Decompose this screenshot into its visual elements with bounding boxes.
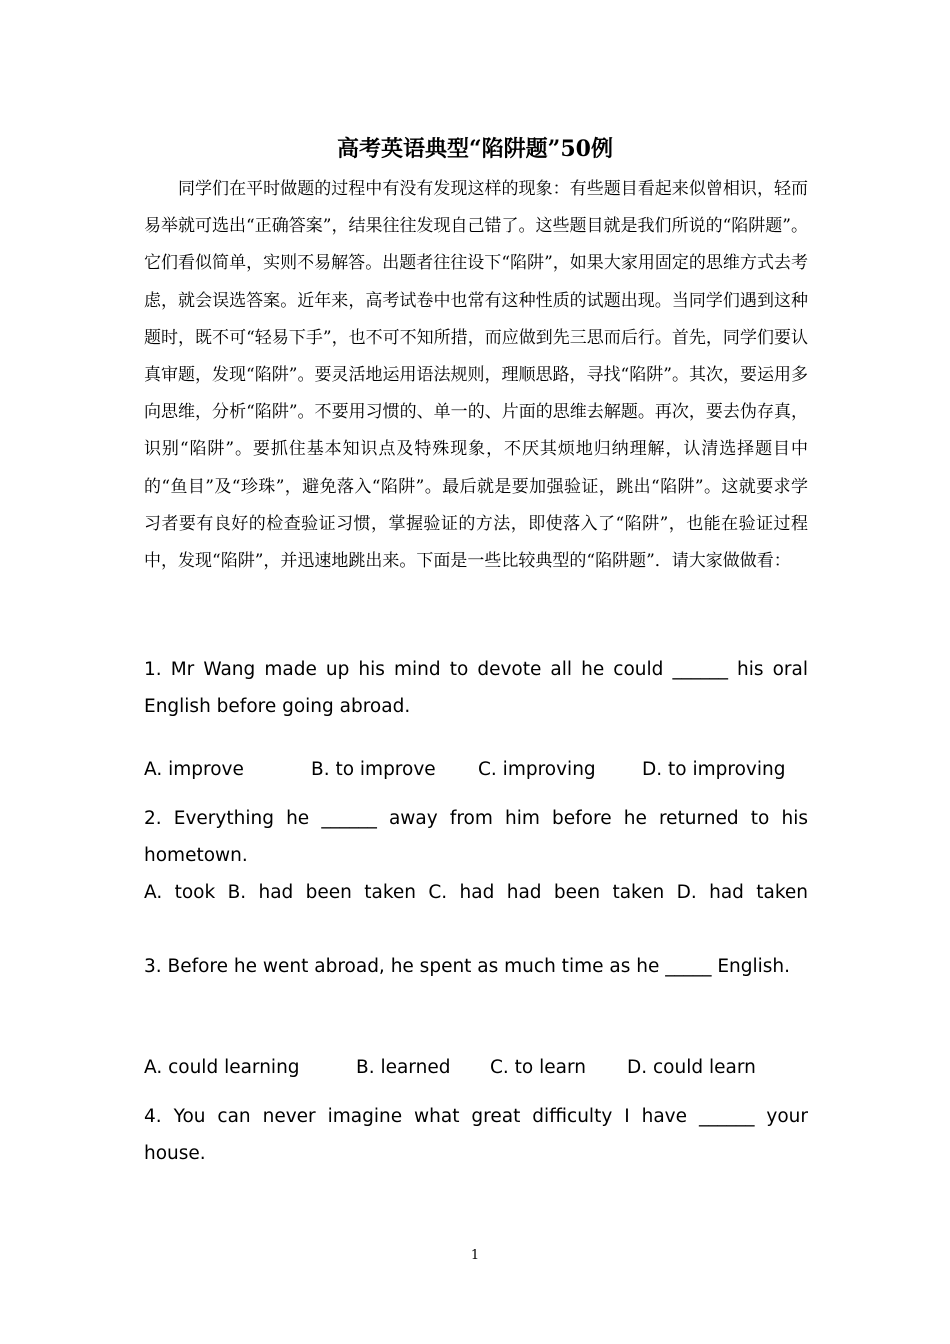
question-2-stem: 2. Everything he ______ away from him before he returned to his hometown. [144, 808, 808, 866]
question-1-option-b: B. to improve [311, 759, 436, 780]
question-1-option-d: D. to improving [642, 759, 786, 780]
question-3-stem: 3. Before he went abroad, he spent as much time as he _____ English. [144, 956, 791, 977]
question-2-option-b: B. had been taken [227, 882, 417, 903]
question-3-option-a: A. could learning [144, 1057, 300, 1078]
question-3-option-d: D. could learn [627, 1057, 756, 1078]
document-title: 高考英语典型“陷阱题”50例 [337, 136, 613, 162]
question-3-option-c: C. to learn [490, 1057, 586, 1078]
question-1-option-c: C. improving [478, 759, 596, 780]
page-number: 1 [470, 1248, 480, 1263]
question-4-stem: 4. You can never imagine what great difficulty I have ______ your house. [144, 1106, 808, 1164]
question-2-option-d: D. had taken [676, 882, 809, 903]
question-2-option-a: A. took [144, 882, 216, 903]
question-2-options [144, 874, 808, 911]
question-3-option-b: B. learned [356, 1057, 451, 1078]
question-1-option-a: A. improve [144, 759, 244, 780]
intro-paragraph: 同学们在平时做题的过程中有没有发现这样的现象：有些题目看起来似曾相识，轻而易举就可选出“正确答案”，结果往往发现自己错了。这些题目就是我们所说的“陷阱题”。它们看似简单，实则不易解答。出题者往往设下“陷阱”，如果大家用固定的思维方式去考虑，就会误选答案。近年来，高考试卷中也常有这种性质的试题出现。当同学们遇到这种题时，既不可“轻易下手”，也不可不知所措，而应做到先三思而后行。首先，同学们要认真审题，发现“陷阱”。要灵活地运用语法规则，理顺思路，寻找“陷阱”。其次，要运用多向思维，分析“陷阱”。不要用习惯的、单一的、片面的思维去解题。再次，要去伪存真，识别“陷阱”。要抓住基本知识点及特殊现象，不厌其烦地归纳理解，认清选择题目中的“鱼目”及“珍珠”，避免落入“陷阱”。最后就是要加强验证，跳出“陷阱”。这就要求学习者要有良好的检查验证习惯，掌握验证的方法，即使落入了“陷阱”，也能在验证过程中，发现“陷阱”，并迅速地跳出来。下面是一些比较典型的“陷阱题”．请大家做做看： [144, 179, 808, 572]
question-2-option-c: C. had had been taken [428, 882, 665, 903]
question-1-stem: 1. Mr Wang made up his mind to devote all he could ______ his oral English before going abroad. [144, 659, 808, 717]
